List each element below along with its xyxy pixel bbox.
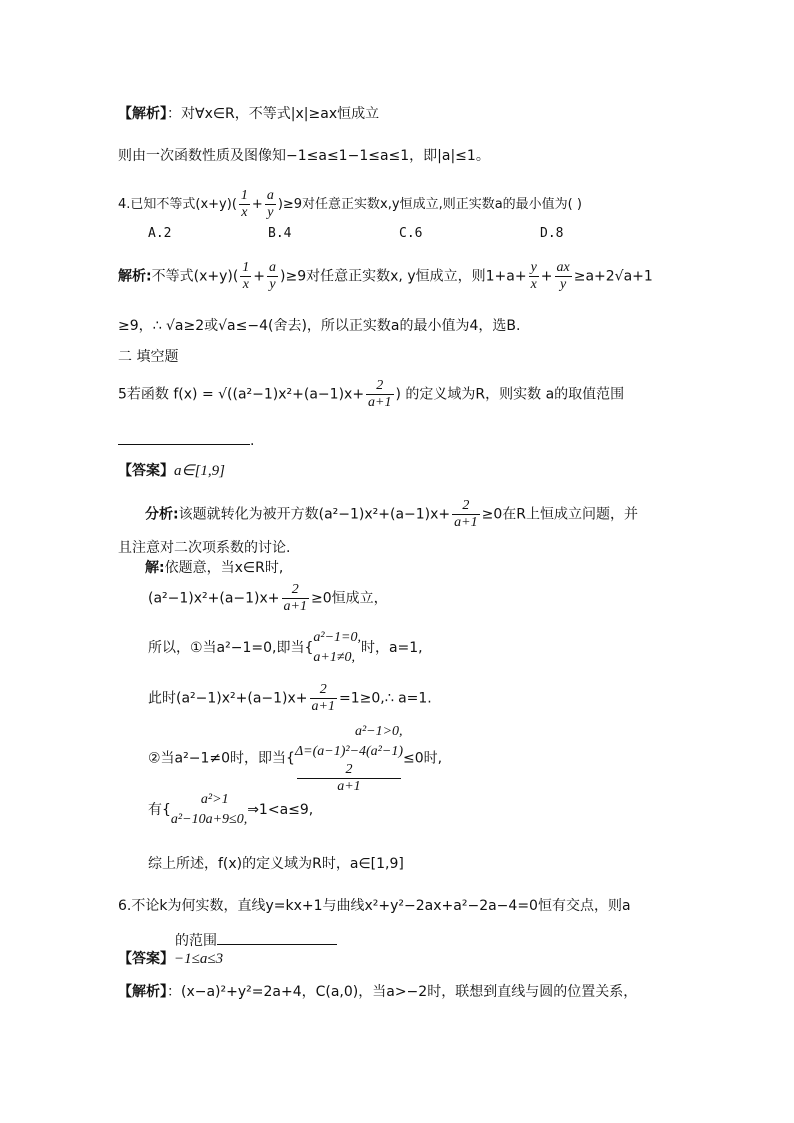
- fraction-a-over-y-b: $\frac{a}{y}$: [269, 260, 277, 292]
- summary: 综上所述，f(x)的定义域为R时，a∈[1,9]: [148, 856, 404, 872]
- fraction-2-over-a-plus-1-b: $\frac{2}{a+1}$: [454, 498, 478, 530]
- case-2-result-post: ⇒1<a≤9,: [247, 802, 314, 818]
- q4-analysis-mid: )≥9对任意正实数x, y恒成立，则1+a+: [280, 268, 527, 285]
- question-6-cont: [175, 930, 337, 950]
- fraction-a-over-y: $\frac{a}{y}$: [266, 188, 274, 220]
- option-d: D.8: [540, 226, 564, 241]
- fraction-y-over-x: $\frac{y}{x}$: [530, 260, 537, 292]
- case-2-result-pre: 有{: [148, 802, 171, 818]
- case-2-post: ≤0时,: [403, 750, 443, 767]
- answer-label: 【答案】: [118, 463, 174, 479]
- q5-text-post: ) 的定义域为R，则实数 a的取值范围: [395, 386, 625, 403]
- option-a: A.2: [148, 226, 172, 241]
- linear-function-line: 则由一次函数性质及图像知−1≤a≤1−1≤a≤1，即|a|≤1。: [118, 148, 490, 164]
- question-4: 4.已知不等式(x+y)( $\frac{1}{x}$ + $\frac{a}{y}$ )≥9对任意正实数x,y恒成立,则正实数a的最小值为( ): [118, 188, 582, 220]
- solution-ineq-pre: (a²−1)x²+(a−1)x+: [148, 590, 280, 607]
- question-5: [118, 378, 624, 411]
- q4-text-pre: 4.已知不等式(x+y)(: [118, 197, 237, 212]
- analysis-label: 【解析】: [118, 106, 167, 122]
- q4-analysis-pre: 不等式(x+y)(: [151, 268, 239, 285]
- case-1-check: [148, 682, 432, 715]
- q5-analysis-cont: 且注意对二次项系数的讨论.: [118, 540, 291, 556]
- fraction-2-over-a-plus-1-d: $\frac{2}{a+1}$: [311, 682, 335, 714]
- case-1-system: a²−1=0, a+1≠0,: [313, 630, 361, 665]
- q6-analysis: [118, 984, 637, 1001]
- answer-label-2: 【答案】: [118, 951, 174, 967]
- fraction-ax-over-y: $\frac{ax}{y}$: [556, 260, 570, 292]
- q6-range-text: 的范围: [175, 933, 217, 949]
- q5-solution-start: [145, 560, 283, 577]
- solution-ineq-post: ≥0恒成立，: [311, 590, 388, 607]
- case-2-system: a²−1>0, Δ=(a−1)²−4(a²−1) 2 a+1: [294, 724, 403, 794]
- case-1-check-post: =1≥0,∴ a=1.: [339, 690, 432, 707]
- fraction-1-over-x: $\frac{1}{x}$: [240, 188, 248, 220]
- option-c: C.6: [399, 226, 423, 241]
- answer-value-2: −1≤a≤3: [174, 951, 224, 967]
- solution-label: 解:: [145, 560, 165, 576]
- analysis-line-1: [118, 106, 379, 123]
- fraction-2-over-a-plus-1-e: 2 a+1: [297, 762, 401, 795]
- case-2: [148, 722, 442, 795]
- fraction-1-over-x-b: $\frac{1}{x}$: [242, 260, 250, 292]
- analysis-text: ：对∀x∈R，不等式|x|≥ax恒成立: [167, 106, 380, 122]
- question-6: 6.不论k为何实数，直线y=kx+1与曲线x²+y²−2ax+a²−2a−4=0恒有交点，则a: [118, 898, 631, 914]
- case-1-post: 时，a=1,: [360, 640, 423, 656]
- q6-analysis-text: ：(x−a)²+y²=2a+4，C(a,0)，当a>−2时，联想到直线与圆的位置关系，: [167, 984, 638, 1000]
- q4-analysis-post: ≥a+2√a+1: [573, 268, 653, 285]
- case-2-result: [148, 790, 313, 830]
- q5-text-pre: 5若函数 f(x) = √((a²−1)x²+(a−1)x+: [118, 386, 365, 403]
- q5-answer-blank: .: [118, 430, 254, 450]
- fraction-2-over-a-plus-1-c: $\frac{2}{a+1}$: [283, 582, 307, 614]
- solution-intro: 依题意，当x∈R时,: [164, 560, 284, 576]
- q5-analysis: [145, 498, 638, 531]
- fraction-2-over-a-plus-1: $\frac{2}{a+1}$: [368, 378, 392, 410]
- q4-conclusion: ≥9，∴ √a≥2或√a≤−4(舍去)，所以正实数a的最小值为4，选B.: [118, 318, 521, 334]
- q5-answer: [118, 462, 225, 480]
- answer-value: a∈[1,9]: [174, 463, 225, 479]
- section-fill-blank: 二 填空题: [118, 349, 179, 365]
- solution-inequality: [148, 582, 388, 615]
- q6-answer: [118, 950, 223, 968]
- analysis-label-2: 分析:: [145, 506, 179, 523]
- case-1-pre: 所以，①当a²−1=0,即当{: [148, 640, 314, 656]
- q5-analysis-post: ≥0在R上恒成立问题，并: [481, 506, 638, 523]
- q4-text-post: )≥9对任意正实数x,y恒成立,则正实数a的最小值为( ): [277, 197, 582, 212]
- option-b: B.4: [268, 226, 292, 241]
- case-2-pre: ②当a²−1≠0时，即当{: [148, 750, 295, 767]
- q4-analysis-label: 解析:: [118, 268, 152, 285]
- case-2-result-system: a²>1 a²−10a+9≤0,: [170, 792, 248, 827]
- analysis-label-3: 【解析】: [118, 984, 167, 1000]
- q6-answer-blank: [217, 930, 337, 945]
- case-1-check-pre: 此时(a²−1)x²+(a−1)x+: [148, 690, 308, 707]
- q5-analysis-pre: 该题就转化为被开方数(a²−1)x²+(a−1)x+: [178, 506, 451, 523]
- case-1: [148, 628, 423, 668]
- q4-analysis: 解析:不等式(x+y)( $\frac{1}{x}$ + $\frac{a}{y}$ )≥9对任意正实数x, y恒成立，则1+a+ $\frac{y}{x}$ + $\frac{ax}{y}$ ≥a+2√a+1: [118, 260, 653, 292]
